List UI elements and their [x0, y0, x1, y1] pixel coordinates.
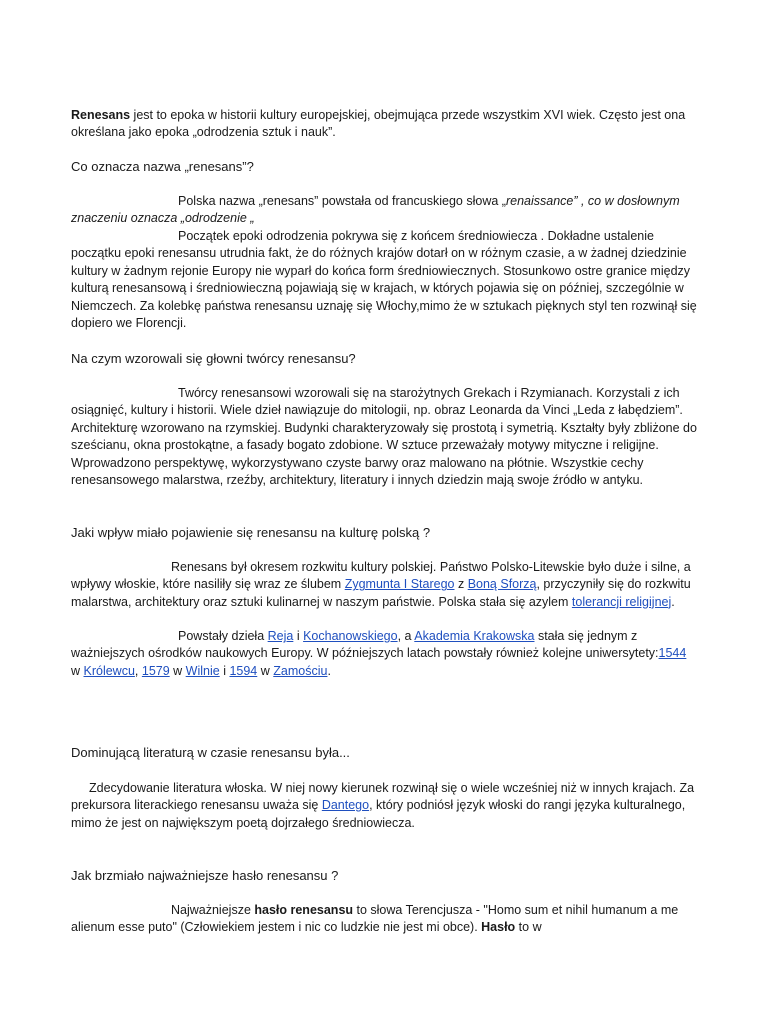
universities-text-6: ,: [134, 663, 142, 678]
epoch-start-text: Początek epoki odrodzenia pokrywa się z końcem średniowiecza . Dokładne ustalenie początku epoki renesansu utrudnia fakt, że do różnych krajów dotarł on w różnym czasie, a w żadnej dziedzinie kultury w żadnym rejonie Europy nie wyparł do końca form średniowiecznych. Stosunkowo ostre granice między kulturą renesansową i średniowieczną pojawiają się w krajach, w których pojawia się on później, szczególnie w Niemczech. Za kolebkę państwa renesansu uznaję się Włochy,mimo że w sztukach pięknych styl ten rozwinął się dopiero we Florencji.: [71, 229, 697, 331]
universities-text-8: i: [219, 663, 230, 678]
motto-paragraph: [71, 902, 697, 937]
question-literature: Dominującą literaturą w czasie renesansu była...: [71, 745, 350, 760]
literature-text-2: , który podniósł język włoski do rangi języka kulturalnego, mimo że jest on największym poetą dojrzałego średniowiecza.: [71, 798, 686, 830]
intro-paragraph: [71, 107, 697, 142]
influence-text-2: z: [454, 577, 468, 592]
link-dante[interactable]: Dantego: [321, 798, 370, 813]
influence-paragraph: [71, 559, 697, 611]
universities-text-5: w: [71, 663, 84, 678]
motto-text-2: to słowa Terencjusza - "Homo sum et nihil humanum a me alienum esse puto" (Człowiekiem jestem i nic co ludzkie nie jest mi obce).: [71, 903, 679, 935]
influence-text-4: .: [671, 594, 675, 609]
link-rej[interactable]: Reja: [267, 629, 294, 643]
motto-bold-2: Hasło: [481, 920, 516, 935]
link-1579[interactable]: 1579: [141, 663, 170, 678]
renesans-term: Renesans: [71, 108, 131, 122]
link-akademia-krakowska[interactable]: Akademia Krakowska: [414, 629, 535, 643]
literature-paragraph: [71, 780, 697, 832]
link-kochanowski[interactable]: Kochanowskiego: [303, 629, 398, 643]
renaissance-italic: renaissance” , co w dosłownym znaczeniu oznacza „odrodzenie „: [71, 194, 680, 226]
name-origin-paragraph: [71, 193, 697, 228]
motto-text-3: to w: [515, 920, 542, 935]
models-paragraph: [71, 385, 697, 489]
question-motto: Jak brzmiało najważniejsze hasło renesansu ?: [71, 868, 339, 883]
universities-text-4: stała się jednym z ważniejszych ośrodków naukowych Europy. W późniejszych latach powstały również kolejne uniwersytety:: [71, 629, 659, 661]
link-1544[interactable]: 1544: [658, 646, 687, 661]
universities-text-7: w: [169, 663, 186, 678]
intro-text: jest to epoka w historii kultury europejskiej, obejmująca przede wszystkim XVI wiek. Często jest ona określana jako epoka „odrodzenia sztuk i nauk”.: [71, 108, 686, 140]
universities-text-2: i: [293, 629, 304, 643]
link-bona-sforza[interactable]: Boną Sforzą: [467, 577, 537, 592]
link-1594[interactable]: 1594: [229, 663, 258, 678]
link-wilno[interactable]: Wilnie: [185, 663, 220, 678]
motto-text-1: Najważniejsze: [171, 903, 255, 917]
universities-text-10: .: [327, 663, 331, 678]
universities-text-3: , a: [397, 629, 415, 643]
link-zamosc[interactable]: Zamościu: [273, 663, 328, 678]
models-text: Twórcy renesansowi wzorowali się na starożytnych Grekach i Rzymianach. Korzystali z ich osiągnięć, kultury i historii. Wiele dzieł nawiązuje do mitologii, np. obraz Leonarda da Vinci „Leda z łabędziem”. Architekturę wzorowano na rzymskiej. Budynki charakteryzowały się prostotą i symetrią. Kształty były zbliżone do sześcianu, okna prostokątne, a fasady bogato zdobione. W sztuce przeważały motywy mityczne i religijne. Wprowadzono perspektywę, wykorzystywano czyste barwy oraz malowano na płótnie. Wszystkie cechy renesansowego malarstwa, rzeźby, architektury, literatury i innych dziedzin mają swoje źródło w antyku.: [71, 386, 697, 488]
influence-text-1: Renesans był okresem rozkwitu kultury polskiej. Państwo Polsko-Litewskie było duże i silne, a wpływy włoskie, które nasiliły się wraz ze ślubem: [71, 560, 691, 592]
question-name-meaning: Co oznacza nazwa „renesans”?: [71, 159, 254, 174]
name-origin-text: Polska nazwa „renesans” powstała od francuskiego słowa „: [178, 194, 506, 208]
influence-text-3: , przyczyniły się do rozkwitu malarstwa, architektury oraz sztuki kulinarnej w naszym państwie. Polska stała się azylem: [71, 577, 691, 609]
universities-text-1: Powstały dzieła: [178, 629, 268, 643]
question-influence: Jaki wpływ miało pojawienie się renesansu na kulturę polską ?: [71, 525, 431, 540]
epoch-start-paragraph: [71, 228, 697, 332]
literature-text-1: Zdecydowanie literatura włoska. W niej nowy kierunek rozwinął się o wiele wcześniej niż w innych krajach. Za prekursora literackiego renesansu uważa się: [71, 781, 695, 813]
question-models: Na czym wzorowali się głowni twórcy renesansu?: [71, 351, 356, 366]
link-krolewiec[interactable]: Królewcu: [83, 663, 135, 678]
universities-text-9: w: [257, 663, 274, 678]
motto-bold-1: hasło renesansu: [254, 903, 354, 917]
link-zygmunt-i-stary[interactable]: Zygmunta I Starego: [344, 577, 455, 592]
universities-paragraph: [71, 628, 697, 680]
link-tolerancja-religijna[interactable]: tolerancji religijnej: [571, 594, 672, 609]
